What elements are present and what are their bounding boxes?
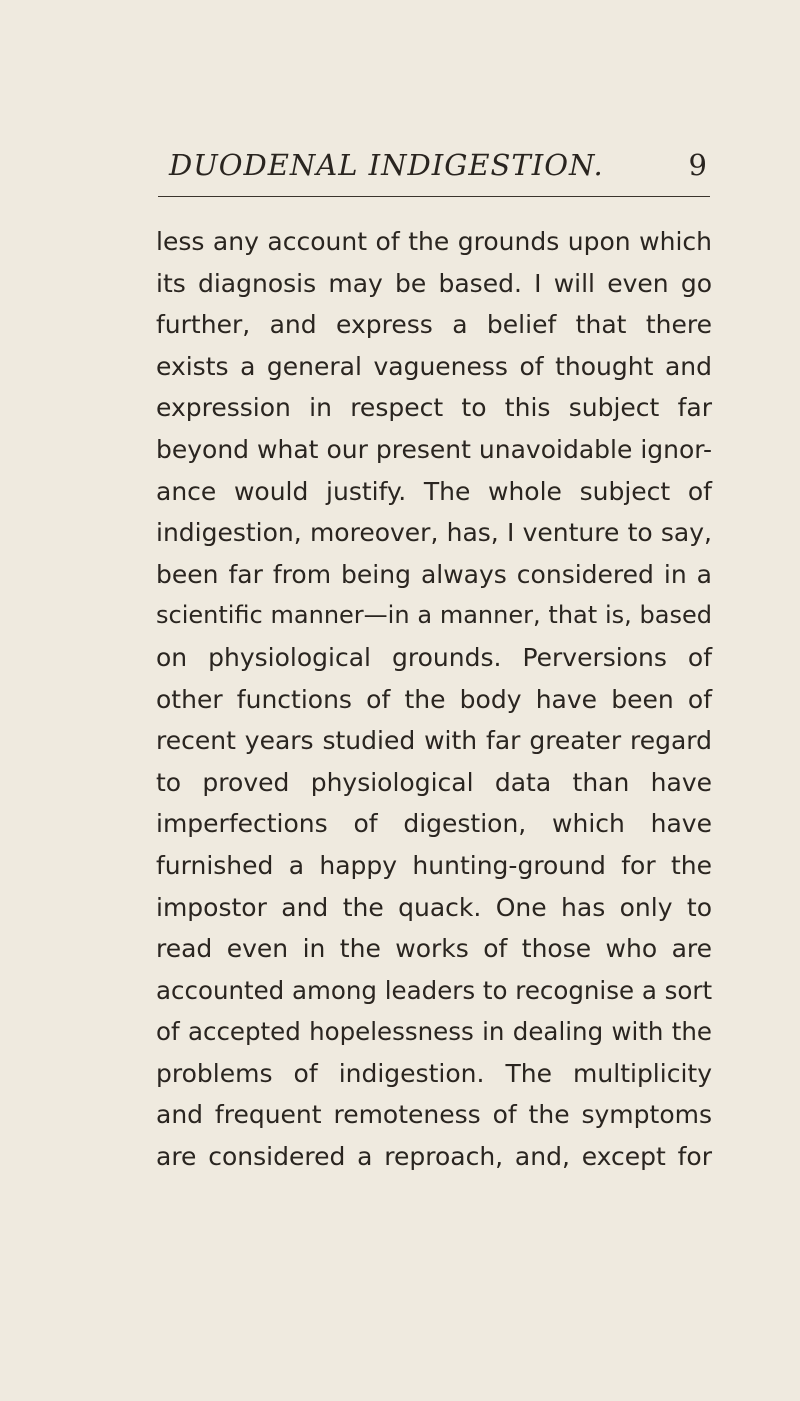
text-line: furnished a happy hunting-ground for the (156, 850, 712, 880)
text-line: impostor and the quack. One has only to (156, 892, 712, 922)
text-line: scientific manner—in a manner, that is, based (156, 601, 712, 630)
body-paragraph (156, 221, 712, 1178)
text-line: accounted among leaders to recognise a sort (156, 975, 713, 1005)
running-head (157, 148, 712, 188)
text-line: imperfections of digestion, which have (156, 809, 712, 839)
text-line: its diagnosis may be based. I will even go (156, 268, 712, 298)
text-line: read even in the works of those who are (156, 934, 712, 964)
header-rule (158, 196, 710, 197)
running-title: DUODENAL INDIGESTION. (169, 148, 604, 182)
text-line: problems of indigestion. The multiplicity (156, 1058, 712, 1088)
text-line: are considered a reproach, and, except for (156, 1142, 712, 1172)
text-line: other functions of the body have been of (156, 684, 712, 714)
text-line: expression in respect to this subject far (156, 393, 712, 423)
text-line: and frequent remoteness of the symptoms (156, 1100, 712, 1130)
text-line: beyond what our present unavoidable ignor- (156, 434, 712, 464)
text-line: ance would justify. The whole subject of (156, 476, 712, 506)
text-line: on physiological grounds. Perversions of (156, 642, 712, 672)
text-line: recent years studied with far greater regard (156, 726, 712, 756)
text-line: exists a general vagueness of thought and (156, 351, 712, 381)
text-line: indigestion, moreover, has, I venture to say, (156, 518, 712, 548)
text-line: been far from being always considered in a (156, 559, 712, 589)
page-number: 9 (688, 148, 708, 182)
text-line: of accepted hopelessness in dealing with the (156, 1017, 712, 1047)
text-line: to proved physiological data than have (156, 767, 712, 797)
text-line: less any account of the grounds upon which (156, 227, 712, 256)
text-line: further, and express a belief that there (156, 310, 712, 340)
